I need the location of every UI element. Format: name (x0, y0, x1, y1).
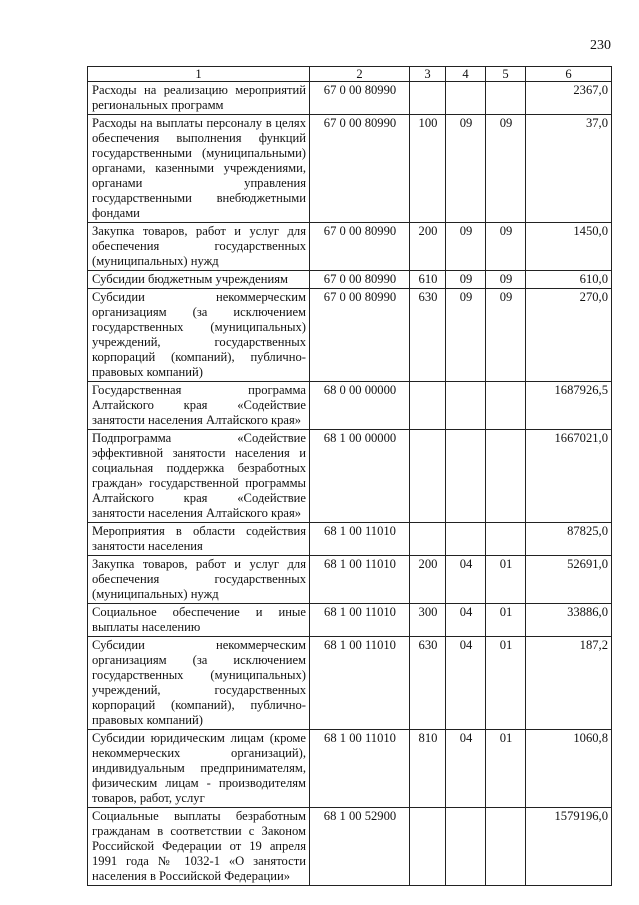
cell-expense-type: 300 (410, 604, 446, 637)
table-row (88, 289, 612, 382)
cell-name: Субсидии некоммерческим организациям (за исключением государственных (муниципальных) учреждений, государственных корпораций (компаний), публично-правовых компаний) (88, 289, 310, 382)
table-row (88, 223, 612, 271)
cell-section: 04 (446, 730, 486, 808)
cell-section: 09 (446, 223, 486, 271)
cell-amount: 610,0 (526, 271, 612, 289)
cell-section (446, 808, 486, 886)
cell-code: 68 1 00 11010 (310, 556, 410, 604)
cell-code: 67 0 00 80990 (310, 289, 410, 382)
table-row (88, 430, 612, 523)
cell-subsection: 09 (486, 271, 526, 289)
cell-subsection (486, 82, 526, 115)
cell-expense-type (410, 382, 446, 430)
cell-name: Социальные выплаты безработным гражданам в соответствии с Законом Российской Федерации от 19 апреля 1991 года № 1032-1 «О занятости населения в Российской Федерации» (88, 808, 310, 886)
cell-name: Государственная программа Алтайского края «Содействие занятости населения Алтайского края» (88, 382, 310, 430)
cell-code: 68 1 00 11010 (310, 523, 410, 556)
cell-subsection: 09 (486, 115, 526, 223)
cell-name: Субсидии некоммерческим организациям (за исключением государственных (муниципальных) учреждений, государственных корпораций (компаний), публично-правовых компаний) (88, 637, 310, 730)
header-cell-amount: 6 (526, 67, 612, 82)
cell-amount: 33886,0 (526, 604, 612, 637)
cell-expense-type: 200 (410, 556, 446, 604)
cell-subsection (486, 430, 526, 523)
cell-amount: 2367,0 (526, 82, 612, 115)
cell-section: 09 (446, 115, 486, 223)
cell-name: Социальное обеспечение и иные выплаты населению (88, 604, 310, 637)
cell-code: 67 0 00 80990 (310, 223, 410, 271)
cell-amount: 87825,0 (526, 523, 612, 556)
cell-subsection (486, 382, 526, 430)
cell-name: Закупка товаров, работ и услуг для обеспечения государственных (муниципальных) нужд (88, 556, 310, 604)
cell-name: Закупка товаров, работ и услуг для обеспечения государственных (муниципальных) нужд (88, 223, 310, 271)
cell-code: 68 1 00 11010 (310, 604, 410, 637)
cell-amount: 1450,0 (526, 223, 612, 271)
table-row (88, 523, 612, 556)
table-row (88, 82, 612, 115)
table-row (88, 271, 612, 289)
cell-section: 04 (446, 604, 486, 637)
cell-expense-type: 630 (410, 637, 446, 730)
cell-expense-type (410, 430, 446, 523)
cell-section: 04 (446, 556, 486, 604)
cell-code: 68 1 00 00000 (310, 430, 410, 523)
cell-subsection: 01 (486, 556, 526, 604)
cell-section: 09 (446, 271, 486, 289)
cell-expense-type (410, 82, 446, 115)
cell-amount: 37,0 (526, 115, 612, 223)
cell-name: Мероприятия в области содействия занятости населения (88, 523, 310, 556)
cell-code: 67 0 00 80990 (310, 115, 410, 223)
cell-amount: 1060,8 (526, 730, 612, 808)
cell-code: 68 1 00 11010 (310, 637, 410, 730)
cell-code: 68 0 00 00000 (310, 382, 410, 430)
cell-section (446, 523, 486, 556)
table-row (88, 382, 612, 430)
cell-section: 04 (446, 637, 486, 730)
header-cell-rz: 4 (446, 67, 486, 82)
cell-name: Подпрограмма «Содействие эффективной занятости населения и социальная поддержка безработных граждан» государственной программы Алтайского края «Содействие занятости населения Алтайского края» (88, 430, 310, 523)
cell-amount: 1687926,5 (526, 382, 612, 430)
cell-name: Субсидии бюджетным учреждениям (88, 271, 310, 289)
cell-section (446, 82, 486, 115)
cell-expense-type: 630 (410, 289, 446, 382)
table-row (88, 115, 612, 223)
cell-expense-type (410, 808, 446, 886)
cell-amount: 1579196,0 (526, 808, 612, 886)
header-cell-code: 2 (310, 67, 410, 82)
cell-subsection (486, 523, 526, 556)
cell-expense-type: 100 (410, 115, 446, 223)
table-row (88, 556, 612, 604)
cell-amount: 270,0 (526, 289, 612, 382)
cell-code: 68 1 00 11010 (310, 730, 410, 808)
cell-amount: 1667021,0 (526, 430, 612, 523)
cell-amount: 52691,0 (526, 556, 612, 604)
header-cell-pr: 5 (486, 67, 526, 82)
table-row (88, 730, 612, 808)
cell-expense-type: 810 (410, 730, 446, 808)
header-cell-name: 1 (88, 67, 310, 82)
cell-name: Субсидии юридическим лицам (кроме некоммерческих организаций), индивидуальным предпринимателям, физическим лицам - производителям товаров, работ, услуг (88, 730, 310, 808)
cell-expense-type (410, 523, 446, 556)
cell-name: Расходы на реализацию мероприятий региональных программ (88, 82, 310, 115)
cell-code: 67 0 00 80990 (310, 271, 410, 289)
cell-amount: 187,2 (526, 637, 612, 730)
table-row (88, 604, 612, 637)
cell-section (446, 430, 486, 523)
cell-subsection: 01 (486, 730, 526, 808)
cell-code: 68 1 00 52900 (310, 808, 410, 886)
budget-table (87, 66, 612, 886)
cell-subsection (486, 808, 526, 886)
cell-section: 09 (446, 289, 486, 382)
table-row (88, 637, 612, 730)
cell-subsection: 09 (486, 223, 526, 271)
page-number: 230 (590, 38, 611, 53)
cell-code: 67 0 00 80990 (310, 82, 410, 115)
table-header-row (88, 67, 612, 82)
cell-expense-type: 200 (410, 223, 446, 271)
cell-section (446, 382, 486, 430)
table-row (88, 808, 612, 886)
cell-expense-type: 610 (410, 271, 446, 289)
cell-subsection: 01 (486, 604, 526, 637)
cell-name: Расходы на выплаты персоналу в целях обеспечения выполнения функций государственными (муниципальными) органами, казенными учреждениями, органами управления государственными внебюджетными фондами (88, 115, 310, 223)
cell-subsection: 09 (486, 289, 526, 382)
header-cell-vr: 3 (410, 67, 446, 82)
cell-subsection: 01 (486, 637, 526, 730)
